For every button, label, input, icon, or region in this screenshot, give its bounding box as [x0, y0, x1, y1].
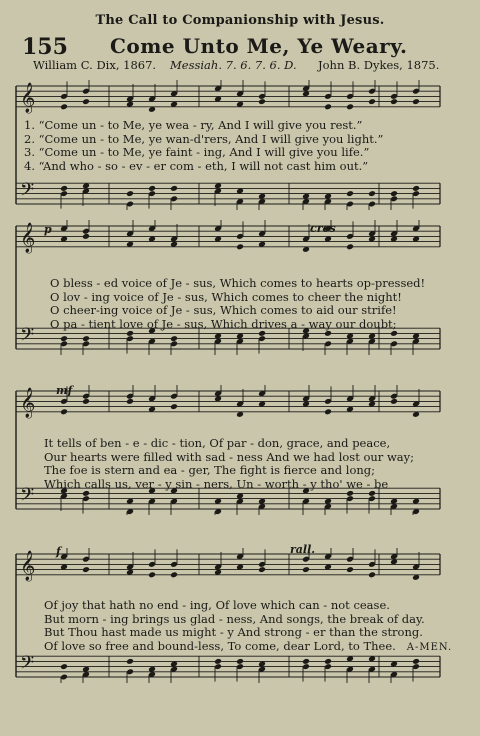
lyric-line: But morn - ing brings us glad - ness, And songs, the break of day.	[44, 611, 425, 626]
lyric-line: O bless - ed voice of Je - sus, Which comes to hearts op-pressed!	[50, 276, 426, 290]
lyric-line: 1. “Come un - to Me, ye wea - ry, And I will give you rest.”	[24, 118, 363, 132]
svg-text:𝄢: 𝄢	[20, 179, 35, 205]
lyric-line: 2. “Come un - to Me, ye wan-d'rers, And I will give you light.”	[24, 131, 384, 146]
dynamic-rallentando: rall.	[290, 543, 316, 556]
lyric-line: O lov - ing voice of Je - sus, Which comes to cheer the night!	[50, 289, 402, 304]
lyric-line: Of joy that hath no end - ing, Of love which can - not cease.	[44, 598, 390, 612]
svg-text:𝄢: 𝄢	[20, 652, 35, 678]
author: William C. Dix, 1867.	[33, 58, 157, 72]
credits-line	[0, 58, 480, 74]
lyric-line: Our hearts were filled with sad - ness And we had lost our way;	[44, 449, 415, 464]
dynamic-mezzo-forte: mf	[56, 384, 73, 397]
tune-name: Messiah. 7. 6. 7. 6. D.	[170, 58, 297, 72]
svg-text:𝄞: 𝄞	[20, 82, 36, 113]
lyrics-block-2	[50, 277, 480, 331]
lyrics-block-1	[24, 119, 456, 173]
hymn-title: Come Unto Me, Ye Weary.	[110, 34, 408, 58]
svg-text:𝄞: 𝄞	[20, 550, 36, 581]
dynamic-forte: f	[56, 545, 61, 558]
lyric-line: It tells of ben - e - dic - tion, Of par - don, grace, and peace,	[44, 436, 391, 450]
lyric-line: O pa - tient love of Je - sus, Which drives a - way our doubt;	[50, 316, 397, 331]
lyric-line: The foe is stern and ea - ger, The fight is fierce and long;	[44, 463, 376, 478]
lyric-line: O cheer-ing voice of Je - sus, Which comes to aid our strife!	[50, 303, 397, 318]
lyrics-block-4	[44, 599, 476, 653]
hymn-number: 155	[22, 34, 68, 60]
lyric-line: Which calls us, ver - y sin - ners, Un - worth - y tho' we - be	[44, 476, 389, 491]
lyrics-block-3	[44, 437, 476, 491]
amen-label: A-MEN.	[406, 641, 453, 653]
section-header: The Call to Companionship with Jesus.	[95, 13, 385, 28]
composer: John B. Dykes, 1875.	[318, 58, 440, 72]
svg-text:𝄞: 𝄞	[20, 387, 36, 418]
lyric-line: 4. “And who - so - ev - er com - eth, I will not cast him out.”	[24, 158, 369, 173]
svg-text:𝄞: 𝄞	[20, 222, 36, 253]
lyric-line: Of love so free and bound-less, To come, dear Lord, to Thee. A-MEN.	[44, 638, 453, 653]
dynamic-crescendo: cres	[310, 222, 336, 235]
lyric-line: 3. “Come un - to Me, ye faint - ing, And I will give you life.”	[24, 145, 370, 160]
svg-text:𝄢: 𝄢	[20, 324, 35, 350]
lyric-line: But Thou hast made us might - y And strong - er than the strong.	[44, 625, 423, 640]
dynamic-piano: p	[44, 223, 52, 236]
svg-text:𝄢: 𝄢	[20, 484, 35, 510]
